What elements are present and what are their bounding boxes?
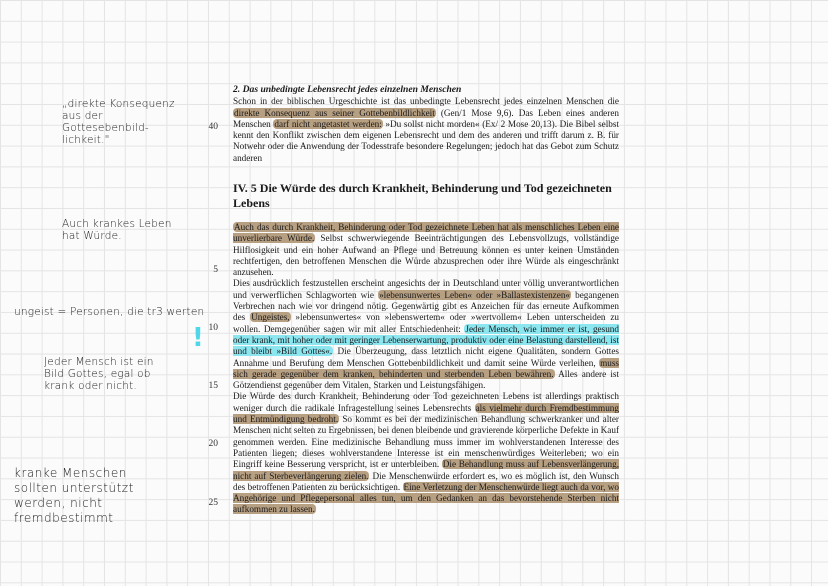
highlight-brown: Die Behandlung muss auf Lebensverlängerung, nicht auf Sterbeverlängerung zielen.: [233, 459, 619, 481]
margin-note-image-of-god: Jeder Mensch ist ein Bild Gottes, egal ob krank oder nicht.: [44, 356, 154, 392]
text-run: Dies ausdrücklich festzustellen erscheint angesichts der in Deutschland unter völlig unverantwortlichen und verwerflichen Schlagworten wie: [233, 278, 619, 300]
text-run: begangenen Verbrechen nach wie vor dringend nötig. Gegenwärtig gibt es Anzeichen für das erneute Aufkommen des: [233, 289, 620, 323]
section-2-heading: 2. Das unbedingte Lebensrecht jedes einzelnen Menschen: [233, 84, 462, 95]
text-run: Schon in der biblischen Urgeschichte ist das unbedingte Lebensrecht jedes einzelnen Menschen die: [233, 96, 619, 107]
highlight-brown: Eine Verletzung der Menschenwürde liegt auch da vor, wo Angehörige und Pflegepersonal alles tun, um den Gedanken an das bevorstehende Sterben nicht aufkommen zu lassen.: [233, 481, 619, 515]
text-run: So kommt es bei der medizinischen Behandlung schwerkranker und alter Menschen nicht selten zu Ergebnissen, bei denen bleibende und gravierende körperliche Defekte in Kauf genommen werden. Eine medizinische Behandlung muss immer im wohlverstandenen Interesse des Patienten liegen; dieses wohlverstandene Interesse ist ein menschenwürdiges Weiterleben; wo ein Eingriff keine Besserung verspricht, ist er unterbleiben.: [233, 414, 619, 470]
margin-note-support: kranke Menschen sollten unterstützt werden, nicht fremdbestimmt: [14, 466, 134, 525]
highlight-brown: als vielmehr durch Fremdbestimmung und Entmündigung bedroht.: [233, 402, 619, 425]
line-number: 10: [208, 323, 218, 333]
exclamation-mark-annotation: !: [192, 323, 204, 353]
margin-note-ungeist: ungeist = Personen, die tr3 werten: [14, 306, 205, 318]
highlight-brown: Auch das durch Krankheit, Behinderung oder Tod gezeichnete Leben hat als menschliches Leben eine unverlierbare Würde.: [233, 222, 619, 244]
text-run: (Gen/1 Mose 9,6). Das Leben eines anderen Menschen: [233, 107, 619, 129]
line-number: 25: [208, 498, 218, 508]
text-run: Die Überzeugung, dass letztlich nicht eigene Qualitäten, sondern Gottes Annahme und Berufung dem Menschen Gottebenbildlichkeit und damit seine Würde verleihen,: [233, 346, 619, 368]
paragraph-2: [233, 278, 619, 391]
text-run: Alles andere ist Götzendienst gegenüber dem Vitalen, Starken und Leistungsfähigen.: [233, 368, 620, 391]
text-run: »Du sollst nicht morden« (Ex/ 2 Mose 20,13). Die Bibel selbst kennt den Konflikt zwischen dem eigenen Lebensrecht und dem des anderen und trifft darum z. B. für Notwehr oder die Anwendung der Todesstrafe besondere Regelungen; jedoch hat das Gebot zum Schutz anderen: [233, 118, 619, 163]
text-run: Selbst schwerwiegende Beeinträchtigungen des Lebensvollzugs, vollständige Hilflosigkeit und ein hoher Aufwand an Pflege und Betreuung können es unter keinen Umständen rechtfertigen, den betroffenen Menschen die Würde abzusprechen oder ihre Würde als eingeschränkt anzusehen.: [233, 233, 619, 278]
highlight-brown: Ungeistes,: [251, 312, 290, 323]
section-iv5-heading: IV. 5 Die Würde des durch Krankheit, Behinderung und Tod gezeichneten Lebens: [233, 181, 612, 210]
section-iv5-block: [233, 181, 619, 516]
line-number: 15: [208, 381, 218, 391]
highlight-brown: »lebensunwertes Leben« oder »Ballastexistenzen«: [379, 289, 571, 300]
text-run: »lebensunwertes« von »lebenswertem« oder »wertvollem« Leben unterscheiden zu wollen. Demgegenüber sagen wir mit aller Entschiedenheit:: [233, 312, 619, 334]
line-number: 5: [213, 265, 218, 275]
paragraph-1: [233, 222, 619, 278]
highlight-cyan: Jeder Mensch, wie immer er ist, gesund oder krank, mit hoher oder mit geringer Lebenserwartung, produktiv oder eine Belastung darstellend, ist und bleibt »Bild Gottes«.: [233, 323, 619, 357]
margin-note-sick-life-dignity: Auch krankes Leben hat Würde.: [62, 218, 172, 242]
margin-note-consequence: „direkte Konsequenz aus der Gottesebenbild-lichkeit.": [62, 98, 175, 146]
highlight-brown: darf nicht angetastet werden:: [274, 118, 382, 129]
highlight-brown: muss sich gerade gegenüber dem kranken, behinderten und sterbenden Leben bewähren.: [233, 357, 619, 379]
section-2-paragraph: [233, 96, 619, 164]
highlight-brown: direkte Konsequenz aus seiner Gottebenbildlichkeit: [234, 107, 435, 118]
section-2-block: [233, 84, 619, 164]
paragraph-3: [233, 391, 619, 515]
line-number: 40: [208, 122, 218, 132]
text-run: Die Menschenwürde erfordert es, wo es möglich ist, den Wunsch des betroffenen Patienten zu berücksichtigen.: [233, 470, 619, 492]
line-number: 20: [208, 439, 218, 449]
text-run: Die Würde des durch Krankheit, Behinderung oder Tod gezeichneten Lebens ist allerdings praktisch weniger durch die radikale Infragestellung seines Lebensrechts: [233, 391, 619, 413]
